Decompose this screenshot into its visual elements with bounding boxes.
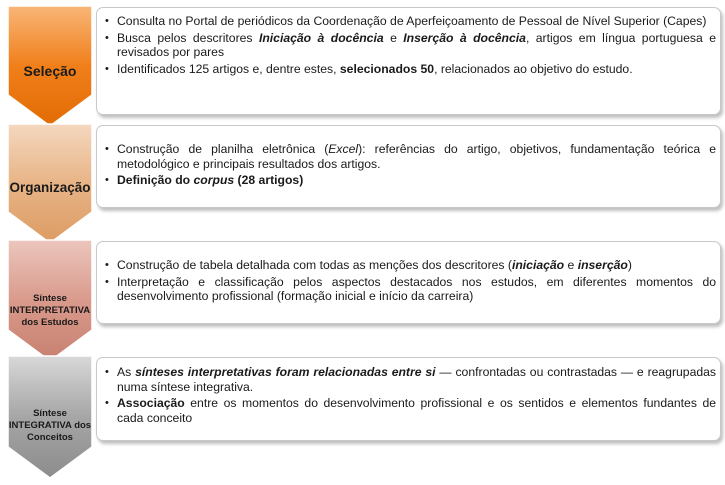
bullet-text: — confrontadas ou contrastadas — e reagrupadas numa síntese integrativa.	[117, 365, 717, 394]
bullet-text: (28 artigos)	[234, 173, 304, 187]
label-line: INTERPRETATIVA	[9, 305, 91, 316]
bullet-text: Identificados 125 artigos e, dentre estes,	[117, 61, 340, 76]
bullet-text: Inserção à docência	[403, 30, 526, 45]
stage-box-sintese-interpretativa	[96, 241, 721, 324]
bullet-text: sínteses interpretativas foram relacionadas entre si	[135, 365, 436, 379]
bullet-text: ): referências do artigo, objetivos, fundamentação teórica e metodológico e principais resultados dos artigos.	[117, 142, 717, 171]
bullet-text: Interpretação e classificação pelos aspectos destacados nos estudos, em diferentes momentos do desenvolvimento profissional (formação inicial e início da carreira)	[117, 274, 716, 303]
bullet-item	[103, 173, 716, 188]
label-line: Síntese	[33, 408, 67, 419]
label-line: Síntese	[33, 293, 67, 304]
bullet-text: , artigos em língua portuguesa e revisados por pares	[117, 30, 717, 59]
bullet-text: Busca pelos descritores	[117, 30, 259, 45]
label-line: INTEGRATIVA dos	[8, 420, 92, 431]
bullet-text: )	[627, 258, 632, 272]
bullet-item	[103, 365, 716, 394]
stage-label-selecao: Seleção	[23, 63, 77, 79]
stage-box-sintese-integrativa	[96, 357, 721, 441]
stage-items	[103, 365, 716, 425]
bullet-item	[103, 258, 716, 273]
stage-label-sintese-interpretativa	[8, 293, 92, 329]
bullet-item	[103, 14, 716, 29]
label-line: dos Estudos	[21, 317, 79, 328]
bullet-text: Definição do	[117, 173, 194, 187]
bullet-text: , relacionados ao objetivo do estudo.	[434, 61, 633, 76]
bullet-text: Iniciação à docência	[258, 30, 384, 45]
bullet-text: As	[117, 365, 136, 379]
stage-items	[103, 142, 716, 188]
bullet-item	[103, 142, 716, 171]
bullet-item	[103, 31, 716, 60]
stage-items	[103, 258, 716, 304]
bullet-text: inserção	[577, 258, 628, 272]
bullet-item	[103, 62, 716, 77]
bullet-item	[103, 396, 716, 425]
label-line: Conceitos	[27, 432, 73, 443]
bullet-text: Construção de tabela detalhada com todas as menções dos descritores (	[117, 258, 512, 272]
stage-box-selecao	[96, 7, 721, 115]
bullet-text: e	[383, 30, 404, 45]
bullet-text: iniciação	[511, 258, 565, 272]
bullet-text: Consulta no Portal de periódicos da Coordenação de Aperfeiçoamento de Pessoal de Nível Superior (Capes)	[117, 14, 707, 28]
bullet-text: entre os momentos do desenvolvimento profissional e os sentidos e elementos fundantes de cada conceito	[117, 396, 716, 425]
bullet-text: Construção de planilha eletrônica (	[117, 142, 329, 156]
stage-box-organizacao	[96, 125, 721, 208]
stage-items	[103, 14, 716, 76]
bullet-text: corpus	[193, 173, 235, 187]
stage-label-organizacao: Organização	[9, 180, 91, 195]
bullet-text: selecionados 50	[339, 61, 435, 76]
stage-label-sintese-integrativa	[8, 408, 92, 444]
bullet-text: Excel	[328, 142, 359, 156]
bullet-text: Associação	[117, 396, 185, 410]
bullet-text: e	[564, 258, 578, 272]
bullet-item	[103, 275, 716, 304]
